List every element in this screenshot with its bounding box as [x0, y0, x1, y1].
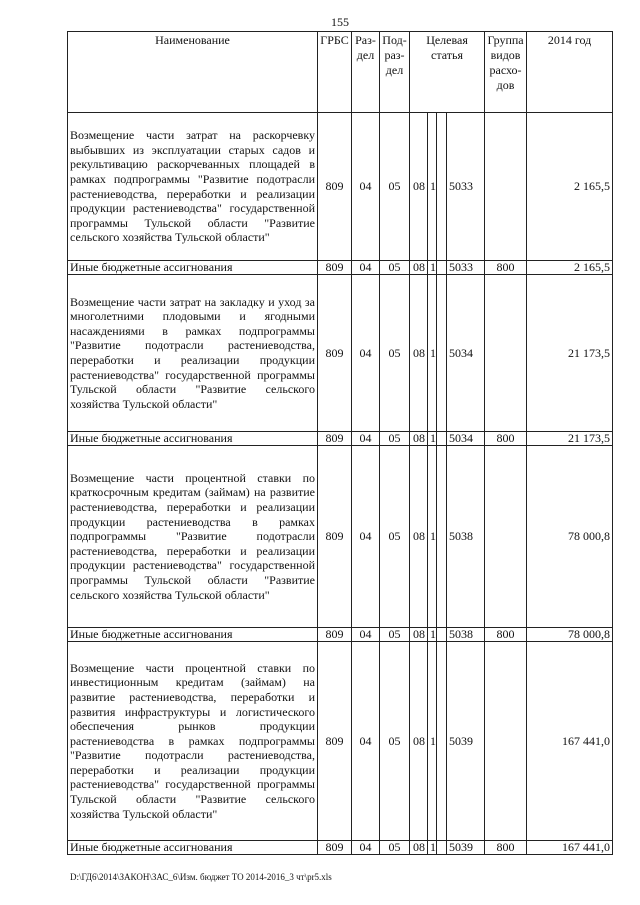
- cell-name: Иные бюджетные ассигнования: [68, 261, 318, 275]
- cell-target-program: 08: [410, 113, 428, 261]
- cell-target-subprogram: 1: [428, 841, 437, 855]
- cell-target-code: 5033: [447, 261, 485, 275]
- header-podrazdel: Под- раз- дел: [380, 32, 410, 113]
- table-row-subtotal: [68, 432, 613, 446]
- cell-name: Иные бюджетные ассигнования: [68, 841, 318, 855]
- table-row: [68, 642, 613, 841]
- cell-amount-2014: 167 441,0: [527, 841, 613, 855]
- cell-podrazdel: 05: [380, 446, 410, 628]
- table-row: [68, 446, 613, 628]
- table-row-subtotal: [68, 261, 613, 275]
- cell-grbs: 809: [318, 841, 352, 855]
- header-year: 2014 год: [527, 32, 613, 113]
- cell-expense-group: 800: [485, 432, 527, 446]
- cell-podrazdel: 05: [380, 432, 410, 446]
- cell-razdel: 04: [352, 261, 380, 275]
- cell-target-program: 08: [410, 275, 428, 432]
- cell-target-subprogram: 1: [428, 113, 437, 261]
- cell-name: Возмещение части затрат на закладку и уход за многолетними плодовыми и ягодными насаждениями в рамках подпрограммы "Развитие подотрасли растениеводства, переработки и реализации продукции растениеводства" государственной программы Тульской области "Развитие сельского хозяйства Тульской области": [68, 275, 318, 432]
- budget-table: [67, 31, 613, 855]
- header-target: Целевая статья: [410, 32, 485, 113]
- cell-target-program: 08: [410, 628, 428, 642]
- cell-name: Возмещение части процентной ставки по краткосрочным кредитам (займам) на развитие растениеводства, переработки и реализации продукции растениеводства в рамках подпрограммы "Развитие подотрасли растениеводства, переработки и реализации продукции растениеводства" государственной программы Тульской области "Развитие сельского хозяйства Тульской области": [68, 446, 318, 628]
- cell-grbs: 809: [318, 113, 352, 261]
- cell-target-program: 08: [410, 841, 428, 855]
- cell-target-blank: [437, 446, 447, 628]
- cell-expense-group: 800: [485, 261, 527, 275]
- cell-podrazdel: 05: [380, 113, 410, 261]
- cell-razdel: 04: [352, 275, 380, 432]
- cell-target-blank: [437, 642, 447, 841]
- cell-target-code: 5039: [447, 642, 485, 841]
- cell-target-program: 08: [410, 642, 428, 841]
- cell-amount-2014: 78 000,8: [527, 446, 613, 628]
- cell-target-subprogram: 1: [428, 446, 437, 628]
- cell-target-code: 5033: [447, 113, 485, 261]
- cell-target-program: 08: [410, 432, 428, 446]
- cell-amount-2014: 78 000,8: [527, 628, 613, 642]
- cell-target-code: 5038: [447, 446, 485, 628]
- cell-target-program: 08: [410, 446, 428, 628]
- cell-amount-2014: 21 173,5: [527, 275, 613, 432]
- cell-target-blank: [437, 841, 447, 855]
- footer-file-path: D:\ГД6\2014\ЗАКОН\ЗАС_6\Изм. бюджет ТО 2014-2016_3 чт\pr5.xls: [70, 872, 332, 882]
- cell-name: Иные бюджетные ассигнования: [68, 628, 318, 642]
- cell-amount-2014: 21 173,5: [527, 432, 613, 446]
- cell-target-blank: [437, 432, 447, 446]
- cell-grbs: 809: [318, 642, 352, 841]
- cell-target-subprogram: 1: [428, 432, 437, 446]
- cell-target-blank: [437, 275, 447, 432]
- cell-target-program: 08: [410, 261, 428, 275]
- cell-name: Возмещение части процентной ставки по инвестиционным кредитам (займам) на развитие растениеводства, переработки и развития инфраструктуры и логистического обеспечения рынков продукции растениеводства в рамках подпрограммы "Развитие подотрасли растениеводства, переработки и реализации продукции растениеводства" государственной программы Тульской области "Развитие сельского хозяйства Тульской области": [68, 642, 318, 841]
- cell-target-code: 5034: [447, 432, 485, 446]
- cell-grbs: 809: [318, 628, 352, 642]
- table-row-subtotal: [68, 841, 613, 855]
- cell-target-subprogram: 1: [428, 275, 437, 432]
- cell-razdel: 04: [352, 432, 380, 446]
- cell-expense-group: [485, 642, 527, 841]
- header-group: Группа видов расхо- дов: [485, 32, 527, 113]
- cell-expense-group: 800: [485, 841, 527, 855]
- cell-grbs: 809: [318, 261, 352, 275]
- cell-razdel: 04: [352, 628, 380, 642]
- cell-grbs: 809: [318, 275, 352, 432]
- table-row-subtotal: [68, 628, 613, 642]
- cell-target-subprogram: 1: [428, 628, 437, 642]
- cell-podrazdel: 05: [380, 642, 410, 841]
- header-grbs: ГРБС: [318, 32, 352, 113]
- cell-target-code: 5038: [447, 628, 485, 642]
- cell-target-blank: [437, 628, 447, 642]
- cell-grbs: 809: [318, 446, 352, 628]
- table-row: [68, 113, 613, 261]
- cell-expense-group: [485, 275, 527, 432]
- cell-podrazdel: 05: [380, 628, 410, 642]
- page-number: 155: [331, 15, 349, 29]
- cell-razdel: 04: [352, 841, 380, 855]
- cell-podrazdel: 05: [380, 841, 410, 855]
- table-header: [68, 32, 613, 113]
- cell-target-code: 5034: [447, 275, 485, 432]
- cell-amount-2014: 2 165,5: [527, 113, 613, 261]
- cell-grbs: 809: [318, 432, 352, 446]
- table-row: [68, 275, 613, 432]
- cell-target-blank: [437, 113, 447, 261]
- cell-razdel: 04: [352, 642, 380, 841]
- header-name: Наименование: [68, 32, 318, 113]
- cell-target-subprogram: 1: [428, 261, 437, 275]
- cell-podrazdel: 05: [380, 275, 410, 432]
- cell-razdel: 04: [352, 446, 380, 628]
- cell-expense-group: [485, 446, 527, 628]
- cell-expense-group: 800: [485, 628, 527, 642]
- cell-name: Иные бюджетные ассигнования: [68, 432, 318, 446]
- cell-target-code: 5039: [447, 841, 485, 855]
- cell-target-subprogram: 1: [428, 642, 437, 841]
- cell-razdel: 04: [352, 113, 380, 261]
- cell-target-blank: [437, 261, 447, 275]
- cell-expense-group: [485, 113, 527, 261]
- cell-amount-2014: 2 165,5: [527, 261, 613, 275]
- cell-name: Возмещение части затрат на раскорчевку выбывших из эксплуатации старых садов и рекультивацию раскорчеванных площадей в рамках подпрограммы "Развитие подотрасли растениеводства, переработки и реализации продукции растениеводства" государственной программы Тульской области "Развитие сельского хозяйства Тульской области": [68, 113, 318, 261]
- cell-amount-2014: 167 441,0: [527, 642, 613, 841]
- header-razdel: Раз- дел: [352, 32, 380, 113]
- cell-podrazdel: 05: [380, 261, 410, 275]
